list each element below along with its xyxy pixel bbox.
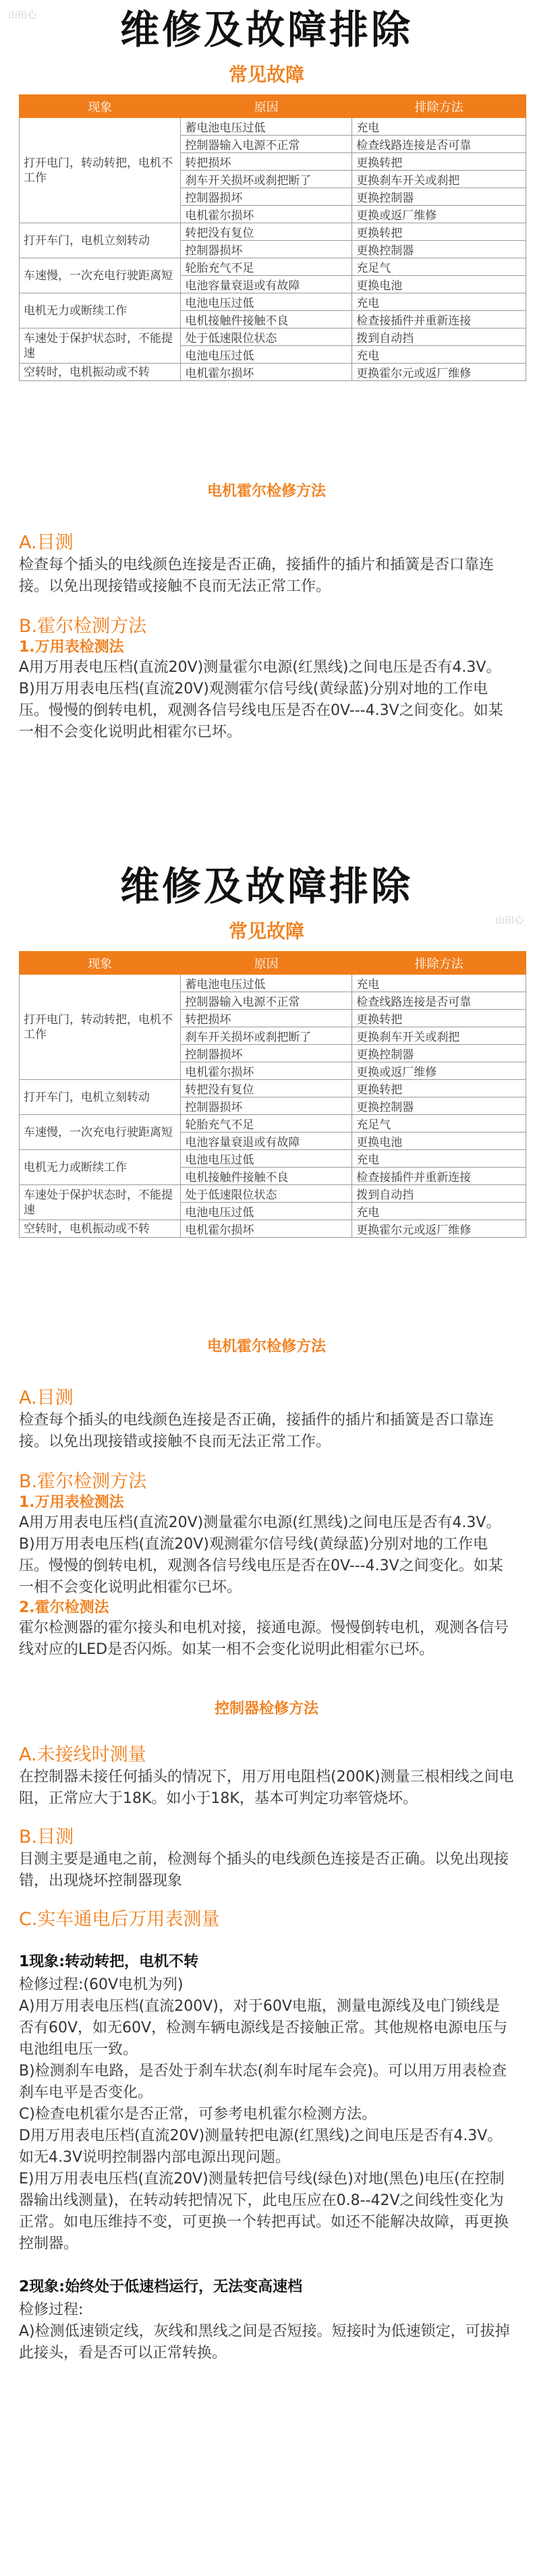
hall-test-title: B.霍尔检测方法 [19,616,147,637]
case1-text: A)用万用表电压档(直流200V)，对于60V电瓶，测量电源线及电门锁线是否有60V，如无60V，检测车辆电源线是否接触正常。其他规格电源电压与电池组电压一致。 B)检测刹车电路，是否处于刹车状态(刹车时尾车会亮)。可以用万用表检查刹车电平是否变化。 C)检查电机霍尔是否正常，可参考电机霍尔检测方法。 D用万用表电压档(直流20V)测量转把电源(红黑线)之间电压是否有4.3V。如无4.3V说明控制器内部电源出现问题。 E)用万用表电压档(直流20V)测量转把信号线(绿色)对地(黑色)电压(在控制器输出线测量)，在转动转把情况下，此电压应在0.8--42V之间线性变化为正常。如电压维持不变，可更换一个转把再试。如还不能解决故障，再更换控制器。 [19,1998,509,2252]
table-row [20,223,526,241]
table-row [20,293,526,311]
cause-cell: 控制器损坏 [181,1045,352,1062]
header-cell: 原因 [181,95,352,118]
case1-title: 1现象:转动转把，电机不转 [19,1953,199,1970]
watermark: 山田心 [495,915,524,926]
document-panel-2 [0,857,533,2576]
cause-cell: 电机接触件接触不良 [181,311,352,328]
symptom-cell: 空转时，电机振动或不转 [20,364,181,381]
fix-cell: 检查线路连接是否可靠 [352,992,526,1010]
main-title: 维修及故障排除 [119,7,413,53]
fix-cell: 更换或返厂维修 [352,206,526,223]
table-header-row [20,952,526,975]
table-header-row [20,95,526,118]
fix-cell: 拨到自动挡 [352,328,526,346]
fix-cell: 更换控制器 [352,1045,526,1062]
fix-cell: 检查线路连接是否可靠 [352,136,526,153]
hall-section-title: 电机霍尔检修方法 [206,1338,326,1355]
cause-cell: 电机霍尔损坏 [181,1220,352,1238]
hall-test-title: B.霍尔检测方法 [19,1471,147,1492]
cause-cell: 电机接触件接触不良 [181,1168,352,1185]
controller-unwired-title: A.未接线时测量 [19,1744,146,1765]
cause-cell: 轮胎充气不足 [181,1115,352,1133]
symptom-cell: 车速慢，一次充电行驶距离短 [20,1115,181,1150]
cause-cell: 处于低速限位状态 [181,328,352,346]
case2-title: 2现象:始终处于低速档运行，无法变高速档 [19,2279,303,2295]
fault-table [19,951,526,1238]
header-cell: 原因 [181,952,352,975]
hall-multimeter-text: A用万用表电压档(直流20V)测量霍尔电源(红黑线)之间电压是否有4.3V。 B)用万用表电压档(直流20V)观测霍尔信号线(黄绿蓝)分别对地的工作电压。慢慢的倒转电机，观测各信号线电压是否在0V---4.3V之间变化。如某一相不会变化说明此相霍尔已坏。 [19,1514,503,1596]
fix-cell: 更换霍尔元或返厂维修 [352,364,526,381]
cause-cell: 控制器输入电源不正常 [181,136,352,153]
table-row [20,118,526,136]
case1-label: 检修过程:(60V电机为列) [19,1976,184,1993]
symptom-cell: 电机无力或断续工作 [20,1150,181,1185]
table-row [20,328,526,346]
header-cell: 现象 [20,952,181,975]
cause-cell: 控制器损坏 [181,188,352,206]
hall-visual-check-text: 检查每个插头的电线颜色连接是否正确，接插件的插片和插簧是否口靠连接。以免出现接错或接触不良而无法正常工作。 [19,1412,495,1450]
symptom-cell: 车速慢，一次充电行驶距离短 [20,258,181,293]
fix-cell: 更换电池 [352,276,526,293]
cause-cell: 处于低速限位状态 [181,1185,352,1203]
fix-cell: 更换转把 [352,1010,526,1027]
fix-cell: 更换转把 [352,153,526,171]
main-title: 维修及故障排除 [119,863,413,909]
table-row [20,1080,526,1097]
fix-cell: 更换或返厂维修 [352,1062,526,1080]
fix-cell: 充电 [352,118,526,136]
symptom-cell: 打开车门，电机立刻转动 [20,223,181,258]
fix-cell: 更换控制器 [352,1097,526,1115]
fix-cell: 检查接插件并重新连接 [352,311,526,328]
fix-cell: 充电 [352,346,526,364]
cause-cell: 电机霍尔损坏 [181,364,352,381]
cause-cell: 转把没有复位 [181,223,352,241]
symptom-cell: 打开车门，电机立刻转动 [20,1080,181,1115]
cause-cell: 电池电压过低 [181,1150,352,1168]
fix-cell: 更换转把 [352,223,526,241]
fix-cell: 充电 [352,1150,526,1168]
cause-cell: 刹车开关损坏或刹把断了 [181,171,352,188]
fix-cell: 更换电池 [352,1133,526,1150]
symptom-cell: 打开电门，转动转把，电机不工作 [20,118,181,223]
fix-cell: 更换控制器 [352,241,526,258]
cause-cell: 电机霍尔损坏 [181,206,352,223]
sub-title: 常见故障 [228,920,304,942]
symptom-cell: 打开电门，转动转把，电机不工作 [20,975,181,1080]
fix-cell: 检查接插件并重新连接 [352,1168,526,1185]
controller-visual-title: B.目测 [19,1827,74,1848]
sub-title: 常见故障 [228,63,304,86]
fix-cell: 充足气 [352,258,526,276]
fix-cell: 充足气 [352,1115,526,1133]
cause-cell: 电池容量衰退或有故障 [181,1133,352,1150]
controller-visual-text: 目测主要是通电之前，检测每个插头的电线颜色连接是否正确。以免出现接错，出现烧坏控制器现象 [19,1851,509,1889]
table-row [20,1220,526,1238]
header-cell: 排除方法 [352,952,526,975]
watermark: 山田心 [8,10,36,21]
table-row [20,975,526,992]
cause-cell: 蓄电池电压过低 [181,975,352,992]
fix-cell: 更换霍尔元或返厂维修 [352,1220,526,1238]
hall-multimeter-title: 1.万用表检测法 [19,1494,124,1511]
cause-cell: 电池电压过低 [181,293,352,311]
fix-cell: 充电 [352,1203,526,1220]
hall-section-title: 电机霍尔检修方法 [206,483,326,500]
fix-cell: 更换控制器 [352,188,526,206]
cause-cell: 转把损坏 [181,153,352,171]
hall-visual-check-title: A.目测 [19,1387,74,1408]
fix-cell: 更换刹车开关或刹把 [352,171,526,188]
cause-cell: 蓄电池电压过低 [181,118,352,136]
symptom-cell: 车速处于保护状态时，不能提速 [20,1185,181,1220]
header-cell: 现象 [20,95,181,118]
hall-visual-check-text: 检查每个插头的电线颜色连接是否正确，接插件的插片和插簧是否口靠连接。以免出现接错或接触不良而无法正常工作。 [19,556,495,595]
fix-cell: 充电 [352,293,526,311]
symptom-cell: 车速处于保护状态时，不能提速 [20,328,181,364]
hall-visual-check-title: A.目测 [19,532,74,553]
header-cell: 排除方法 [352,95,526,118]
table-row [20,1150,526,1168]
cause-cell: 刹车开关损坏或刹把断了 [181,1027,352,1045]
cause-cell: 电池电压过低 [181,346,352,364]
fix-cell: 充电 [352,975,526,992]
cause-cell: 控制器损坏 [181,1097,352,1115]
controller-section-title: 控制器检修方法 [214,1700,318,1717]
table-row [20,258,526,276]
hall-tester-text: 霍尔检测器的霍尔接头和电机对接，接通电源。慢慢倒转电机，观测各信号线对应的LED是否闪烁。如某一相不会变化说明此相霍尔已坏。 [19,1620,509,1658]
cause-cell: 电机霍尔损坏 [181,1062,352,1080]
fault-table [19,94,526,381]
cause-cell: 控制器损坏 [181,241,352,258]
cause-cell: 电池容量衰退或有故障 [181,276,352,293]
case2-text: A)检测低速锁定线，灰线和黑线之间是否短接。短接时为低速锁定，可拔掉此接头，看是否可以正常转换。 [19,2323,510,2362]
fix-cell: 更换转把 [352,1080,526,1097]
table-row [20,1185,526,1203]
table-row [20,364,526,381]
controller-live-test-title: C.实车通电后万用表测量 [19,1909,220,1930]
case2-label: 检修过程: [19,2301,84,2318]
symptom-cell: 空转时，电机振动或不转 [20,1220,181,1238]
fix-cell: 更换刹车开关或刹把 [352,1027,526,1045]
controller-unwired-text: 在控制器未接任何插头的情况下，用万用电阻档(200K)测量三根相线之间电阻，正常应大于18K。如小于18K，基本可判定功率管烧坏。 [19,1769,514,1807]
hall-multimeter-text: A用万用表电压档(直流20V)测量霍尔电源(红黑线)之间电压是否有4.3V。 B)用万用表电压档(直流20V)观测霍尔信号线(黄绿蓝)分别对地的工作电压。慢慢的倒转电机，观测各信号线电压是否在0V---4.3V之间变化。如某一相不会变化说明此相霍尔已坏。 [19,659,503,741]
cause-cell: 电池电压过低 [181,1203,352,1220]
hall-tester-title: 2.霍尔检测法 [19,1599,109,1616]
cause-cell: 转把损坏 [181,1010,352,1027]
cause-cell: 控制器输入电源不正常 [181,992,352,1010]
cause-cell: 转把没有复位 [181,1080,352,1097]
document-panel-1 [0,0,533,857]
fix-cell: 拨到自动挡 [352,1185,526,1203]
table-row [20,1115,526,1133]
hall-multimeter-title: 1.万用表检测法 [19,639,124,656]
cause-cell: 轮胎充气不足 [181,258,352,276]
symptom-cell: 电机无力或断续工作 [20,293,181,328]
